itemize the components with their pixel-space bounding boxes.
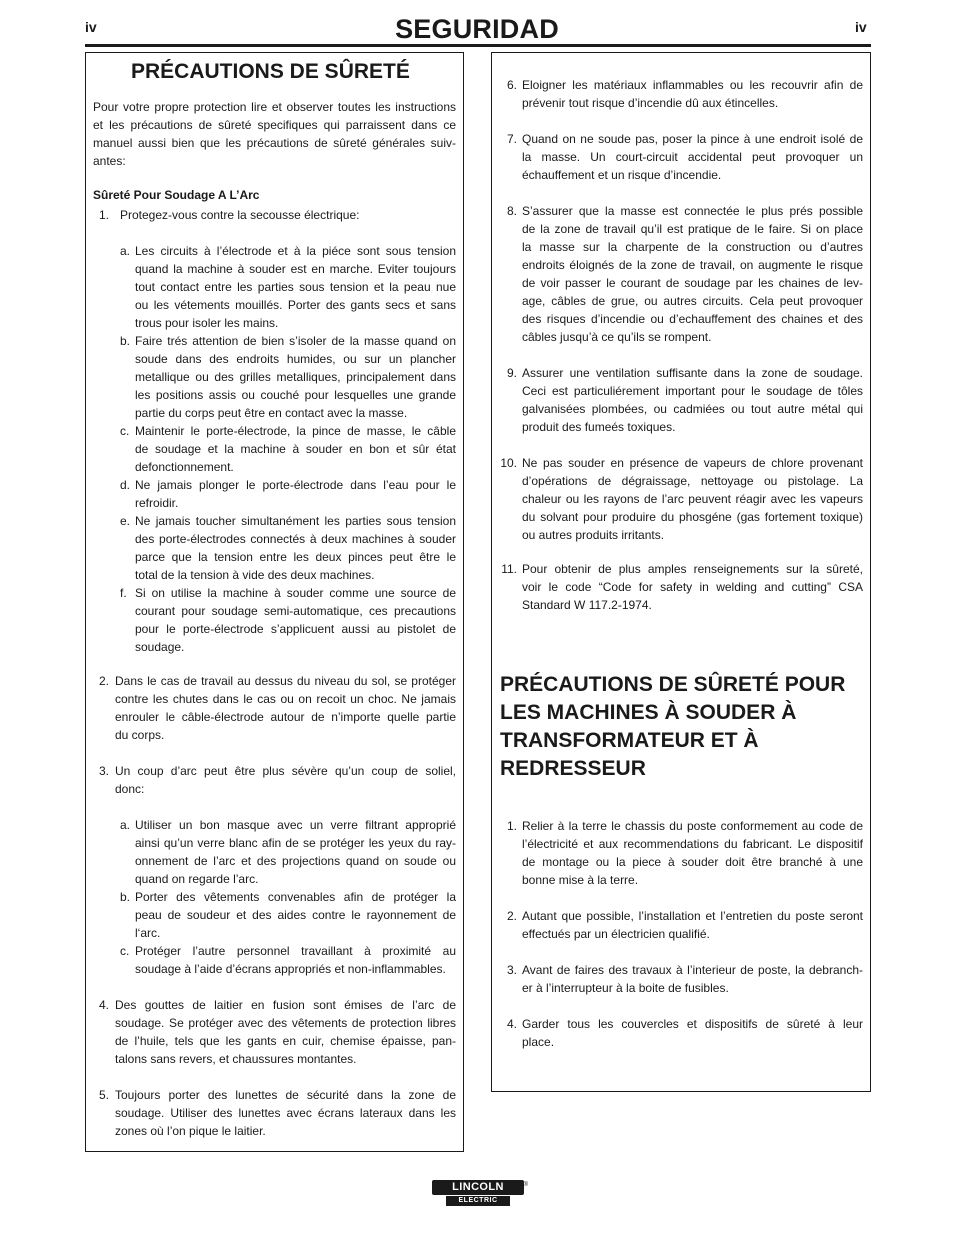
paragraph-line: soudage. Se protéger avec des vêtements de protection libres	[115, 1016, 456, 1030]
paragraph-line: la masse. Un court-circuit accidental peut provoquer un	[522, 150, 863, 164]
sub-item-line: de soudage et la machine à souder en bon et sûr état	[135, 442, 456, 456]
list-number: f.	[120, 586, 127, 600]
paragraph-line: contre les chutes dans le cas ou on recoit un choc. Ne jamais	[115, 692, 456, 706]
paragraph-line: de montage ou la piece à souder doit être branché à une	[522, 855, 863, 869]
list-number: 1.	[99, 208, 110, 222]
paragraph-line: Pour obtenir de plus amples renseignements sur la sûreté,	[522, 562, 863, 576]
paragraph-line: de la zone de travail qu’il est pratique de le faire. Si on place	[522, 222, 863, 236]
intro-line: et les précautions de sûreté specifiques qui parraissent dans ce	[93, 118, 456, 132]
list-number: 2.	[99, 674, 110, 688]
paragraph-line: enrouler le câble-électrode autour de n’importe quelle partie	[115, 710, 456, 724]
paragraph-line: câbles jusqu’à ce qu’ils se rompent.	[522, 330, 712, 344]
paragraph-line: donc:	[115, 782, 145, 796]
list-number: 3.	[506, 963, 517, 977]
sub-item-line: Ne jamais plonger le porte-électrode dans l’eau pour le	[135, 478, 456, 492]
sub-item-line: total de la tension à vide des deux machines.	[135, 568, 375, 582]
paragraph-line: de l’huile, tels que les gants en cuir, chemise épaisse, pan-	[115, 1034, 456, 1048]
paragraph-line: l’électricité et aux recommendations du fabricant. Le dispositif	[522, 837, 863, 851]
paragraph-line: du solvant pour produire du phosgéne (gas fortement toxique)	[522, 510, 863, 524]
paragraph-line: Eloigner les matériaux inflammables ou les recouvrir afin de	[522, 78, 863, 92]
paragraph-line: ou autres produits irritants.	[522, 528, 665, 542]
paragraph-line: bonne mise à la terre.	[522, 873, 639, 887]
sub-item-line: les positions assis ou couché pour lesquelles une grande	[135, 388, 456, 402]
sub-item-line: Si on utilise la machine à souder comme une source de	[135, 586, 456, 600]
list-number: 8.	[506, 204, 517, 218]
paragraph-line: S’assurer que la masse est connectée le plus prés possible	[522, 204, 863, 218]
sub-item-line: refroidir.	[135, 496, 179, 510]
list-number: 10.	[500, 456, 517, 470]
list-number: a.	[120, 818, 131, 832]
list-number: c.	[120, 944, 130, 958]
section-title-2-line: TRANSFORMATEUR ET À	[500, 729, 759, 752]
list-number: c.	[120, 424, 130, 438]
paragraph-line: endroits éloignés de la zone de travail, on augmente le risque	[522, 258, 863, 272]
paragraph-line: Garder tous les couvercles et dispositifs de sûreté à leur	[522, 1017, 863, 1031]
paragraph-line: Standard W 117.2-1974.	[522, 598, 652, 612]
paragraph-line: échauffement et un risque d’incendie.	[522, 168, 722, 182]
paragraph-line: Relier à la terre le chassis du poste conformement au code de	[522, 819, 863, 833]
list-number: b.	[120, 890, 131, 904]
paragraph-line: la masse sur la charpente de la construction ou d’autres	[522, 240, 863, 254]
sub-item-line: ainsi qu’un verre blanc afin de se protéger les yeux du ray-	[135, 836, 456, 850]
sub-item-line: soudage.	[135, 640, 185, 654]
list-number: 4.	[506, 1017, 517, 1031]
list-number: a.	[120, 244, 131, 258]
sub-item-line: quand la machine à souder est en marche. Eviter toujours	[135, 262, 456, 276]
sub-item-line: pour le porte-électrode s’applicuent aussi au pistolet de	[135, 622, 456, 636]
sub-item-line: Maintenir le porte-électrode, la pince de masse, le câble	[135, 424, 456, 438]
paragraph-line: age, câbles de grue, ou autres circuits. Cela peut provoquer	[522, 294, 863, 308]
sub-item-line: quand on regarde l’arc.	[135, 872, 259, 886]
sub-item-line: Faire trés attention de bien s’isoler de la masse quand on	[135, 334, 456, 348]
list-number: 3.	[99, 764, 110, 778]
intro-line: Pour votre propre protection lire et observer toutes les instructions	[93, 100, 456, 114]
list-number: 9.	[506, 366, 517, 380]
header-rule	[85, 44, 871, 47]
page-number-left: iv	[85, 19, 97, 35]
list-number: 11.	[501, 562, 517, 576]
sub-item-line: Ne jamais toucher simultanément les parties sous tension	[135, 514, 456, 528]
paragraph-line: Assurer une ventilation suffisante dans la zone de soudage.	[522, 366, 863, 380]
section-title-2-line: LES MACHINES À SOUDER À	[500, 701, 797, 724]
intro-line: antes:	[93, 154, 126, 168]
list-number: d.	[120, 478, 131, 492]
paragraph-line: produit des fumeés toxiques.	[522, 420, 676, 434]
sub-item-line: Protéger l’autre personnel travaillant à proximité au	[135, 944, 456, 958]
sub-item-line: courant pour soudage semi-automatique, ces precautions	[135, 604, 456, 618]
paragraph-line: voir le code “Code for safety in welding and cutting” CSA	[522, 580, 863, 594]
section-title-2-line: REDRESSEUR	[500, 757, 646, 780]
paragraph-line: chaleur ou les rayons de l’arc peuvent réagir avec les vapeurs	[522, 492, 863, 506]
sub-item-line: partie du corps peut être en contact avec la masse.	[135, 406, 408, 420]
sub-item-line: Les circuits à l’électrode et à la piéce sont sous tension	[135, 244, 456, 258]
sub-item-line: defonctionnement.	[135, 460, 234, 474]
paragraph-line: Dans le cas de travail au dessus du niveau du sol, se protéger	[115, 674, 456, 688]
paragraph-line: soudage. Utiliser des lunettes avec écrans lateraux dans les	[115, 1106, 456, 1120]
sub-item-line: peau de soudeur et des aides contre le rayonnement de	[135, 908, 456, 922]
paragraph-line: Toujours porter des lunettes de sécurité dans la zone de	[115, 1088, 456, 1102]
subheading: Sûreté Pour Soudage A L’Arc	[93, 188, 260, 202]
sub-item-line: parce que la tension entre les deux pinces peut être le	[135, 550, 456, 564]
paragraph-line: effectués par un électricien qualifié.	[522, 927, 710, 941]
paragraph-line: zones où l’on pique le laitier.	[115, 1124, 266, 1138]
lincoln-electric-logo: LINCOLN ELECTRIC ®	[432, 1180, 524, 1206]
sub-item-line: Porter des vêtements convenables afin de protéger la	[135, 890, 456, 904]
sub-item-line: ou les vétements mouillés. Porter des gants secs et sans	[135, 298, 456, 312]
paragraph-line: d’opérations de dégraissage, nettoyage ou pistolage. La	[522, 474, 863, 488]
list-number: 2.	[506, 909, 517, 923]
list-number: e.	[120, 514, 131, 528]
paragraph-line: Quand on ne soude pas, poser la pince à une endroit isolé de	[522, 132, 863, 146]
paragraph-line: talons sans revers, et chaussures montantes.	[115, 1052, 357, 1066]
list-number: b.	[120, 334, 131, 348]
section-title-2-line: PRÉCAUTIONS DE SÛRETÉ POUR	[500, 673, 846, 696]
list-number: 4.	[99, 998, 110, 1012]
sub-item-line: l‘arc.	[135, 926, 161, 940]
intro-line: manuel aussi bien que les précautions de sûreté générales suiv-	[93, 136, 456, 150]
list-number: 6.	[506, 78, 517, 92]
paragraph-line: prévenir tout risque d’incendie dû aux étincelles.	[522, 96, 779, 110]
paragraph-line: de voir passer le courant de soudage par les chaines de lev-	[522, 276, 863, 290]
list-number: 5.	[99, 1088, 110, 1102]
item-1-text: Protegez-vous contre la secousse électrique:	[120, 208, 360, 222]
paragraph-line: place.	[522, 1035, 555, 1049]
sub-item-line: soude dans des endroits humides, ou sur un plancher	[135, 352, 456, 366]
page-title: SEGURIDAD	[395, 14, 559, 44]
section-title: PRÉCAUTIONS DE SÛRETÉ	[131, 60, 410, 83]
sub-item-line: onnement de l’arc et des projections quand on soude ou	[135, 854, 456, 868]
paragraph-line: Ceci est particuliérement important pour le soudage de tôles	[522, 384, 863, 398]
paragraph-line: Des gouttes de laitier en fusion sont émises de l’arc de	[115, 998, 456, 1012]
paragraph-line: Autant que possible, l’installation et l’entretien du poste seront	[522, 909, 863, 923]
page-number-right: iv	[855, 19, 867, 35]
sub-item-line: tout contact entre les parties sous tension et la peau nue	[135, 280, 456, 294]
sub-item-line: metallique ou des grilles metalliques, principalement dans	[135, 370, 456, 384]
sub-item-line: des porte-électrodes connectés à deux machines à souder	[135, 532, 456, 546]
paragraph-line: er à l’interrupteur à la boite de fusibles.	[522, 981, 729, 995]
sub-item-line: trous pour isoler les mains.	[135, 316, 279, 330]
list-number: 7.	[506, 132, 517, 146]
paragraph-line: du corps.	[115, 728, 165, 742]
paragraph-line: Un coup d’arc peut être plus sévère qu’un coup de soliel,	[115, 764, 456, 778]
sub-item-line: Utiliser un bon masque avec un verre filtrant approprié	[135, 818, 456, 832]
paragraph-line: Avant de faires des travaux à l’interieur de poste, la debranch-	[522, 963, 863, 977]
list-number: 1.	[506, 819, 517, 833]
paragraph-line: galvanisées plombées, ou cadmiées ou tout autre métal qui	[522, 402, 863, 416]
paragraph-line: Ne pas souder en présence de vapeurs de chlore provenant	[522, 456, 863, 470]
paragraph-line: des risques d’incendie ou d’echauffement des chaines et des	[522, 312, 863, 326]
sub-item-line: soudage à l’aide d’écrans appropriés et non-inflammables.	[135, 962, 446, 976]
